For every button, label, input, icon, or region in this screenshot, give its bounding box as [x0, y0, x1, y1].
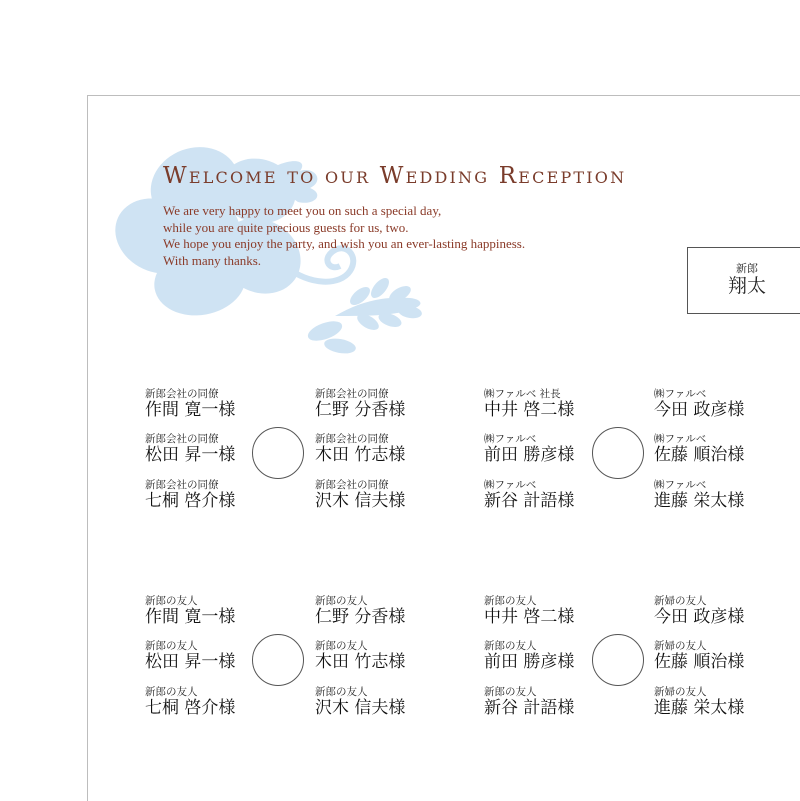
- welcome-message: [163, 203, 525, 269]
- guest-name: 進藤 栄太様: [654, 698, 745, 718]
- groom-box: [687, 247, 800, 314]
- message-line: We are very happy to meet you on such a special day,: [163, 203, 442, 218]
- guest-seat: [315, 595, 405, 627]
- guest-affiliation: 新郎会社の同僚: [315, 433, 389, 445]
- guest-name: 木田 竹志様: [315, 445, 406, 465]
- guest-affiliation: 新郎会社の同僚: [315, 479, 389, 491]
- guest-name: 今田 政彦様: [654, 607, 745, 627]
- guest-name: 七桐 啓介様: [145, 698, 236, 718]
- guest-seat: [484, 686, 574, 718]
- guest-affiliation: 新郎会社の同僚: [145, 479, 219, 491]
- guest-name: 新谷 計語様: [484, 491, 575, 511]
- guest-name: 木田 竹志様: [315, 652, 406, 672]
- guest-name: 作間 寛一様: [145, 607, 236, 627]
- guest-affiliation: ㈱ファルベ: [654, 479, 707, 491]
- guest-affiliation: ㈱ファルベ: [484, 433, 537, 445]
- guest-affiliation: ㈱ファルベ 社長: [484, 388, 561, 400]
- guest-name: 中井 啓二様: [484, 400, 575, 420]
- guest-seat: [484, 595, 574, 627]
- guest-seat: [315, 479, 405, 511]
- guest-name: 七桐 啓介様: [145, 491, 236, 511]
- guest-name: 松田 昇一様: [145, 445, 236, 465]
- guest-name: 進藤 栄太様: [654, 491, 745, 511]
- message-line: With many thanks.: [163, 252, 262, 268]
- guest-affiliation: 新郎の友人: [484, 640, 537, 652]
- guest-affiliation: 新郎の友人: [484, 686, 537, 698]
- guest-affiliation: 新郎の友人: [145, 686, 198, 698]
- guest-seat: [145, 686, 235, 718]
- guest-seat: [145, 640, 235, 672]
- guest-affiliation: 新郎会社の同僚: [145, 433, 219, 445]
- guest-name: 佐藤 順治様: [654, 445, 745, 465]
- guest-seat: [315, 640, 405, 672]
- message-line: We hope you enjoy the party, and wish you an ever-lasting happiness.: [163, 236, 526, 251]
- guest-seat: [654, 595, 744, 627]
- table-circle: [592, 427, 644, 479]
- guest-seat: [484, 640, 574, 672]
- guest-name: 新谷 計語様: [484, 698, 575, 718]
- guest-seat: [654, 433, 744, 465]
- guest-seat: [654, 640, 744, 672]
- guest-name: 佐藤 順治様: [654, 652, 745, 672]
- guest-seat: [484, 479, 574, 511]
- table-circle: [592, 634, 644, 686]
- guest-affiliation: 新婦の友人: [654, 640, 707, 652]
- guest-name: 仁野 分香様: [315, 400, 406, 420]
- guest-affiliation: 新郎の友人: [145, 640, 198, 652]
- groom-role: 新郎: [736, 262, 758, 275]
- guest-affiliation: 新郎会社の同僚: [315, 388, 389, 400]
- guest-name: 前田 勝彦様: [484, 652, 575, 672]
- guest-name: 今田 政彦様: [654, 400, 745, 420]
- guest-affiliation: 新婦の友人: [654, 686, 707, 698]
- guest-seat: [145, 388, 235, 420]
- guest-affiliation: 新郎の友人: [315, 595, 368, 607]
- guest-affiliation: ㈱ファルベ: [654, 433, 707, 445]
- guest-name: 松田 昇一様: [145, 652, 236, 672]
- guest-seat: [654, 479, 744, 511]
- message-line: while you are quite precious guests for us, two.: [163, 219, 409, 235]
- guest-affiliation: 新郎の友人: [315, 686, 368, 698]
- guest-affiliation: 新郎の友人: [145, 595, 198, 607]
- table-circle: [252, 634, 304, 686]
- guest-affiliation: 新郎会社の同僚: [145, 388, 219, 400]
- guest-affiliation: 新郎の友人: [484, 595, 537, 607]
- guest-affiliation: ㈱ファルベ: [484, 479, 537, 491]
- guest-name: 仁野 分香様: [315, 607, 406, 627]
- guest-seat: [484, 433, 574, 465]
- guest-seat: [654, 686, 744, 718]
- welcome-title: Welcome to our Wedding Reception: [163, 163, 627, 189]
- table-circle: [252, 427, 304, 479]
- guest-seat: [315, 433, 405, 465]
- groom-name: 翔太: [727, 275, 766, 297]
- guest-seat: [145, 479, 235, 511]
- guest-seat: [145, 595, 235, 627]
- guest-seat: [654, 388, 744, 420]
- guest-name: 前田 勝彦様: [484, 445, 575, 465]
- guest-seat: [315, 388, 405, 420]
- guest-seat: [484, 388, 574, 420]
- guest-seat: [315, 686, 405, 718]
- guest-affiliation: ㈱ファルベ: [654, 388, 707, 400]
- guest-affiliation: 新婦の友人: [654, 595, 707, 607]
- guest-name: 中井 啓二様: [484, 607, 575, 627]
- guest-name: 作間 寛一様: [145, 400, 236, 420]
- guest-seat: [145, 433, 235, 465]
- guest-name: 沢木 信夫様: [315, 491, 406, 511]
- guest-affiliation: 新郎の友人: [315, 640, 368, 652]
- guest-name: 沢木 信夫様: [315, 698, 406, 718]
